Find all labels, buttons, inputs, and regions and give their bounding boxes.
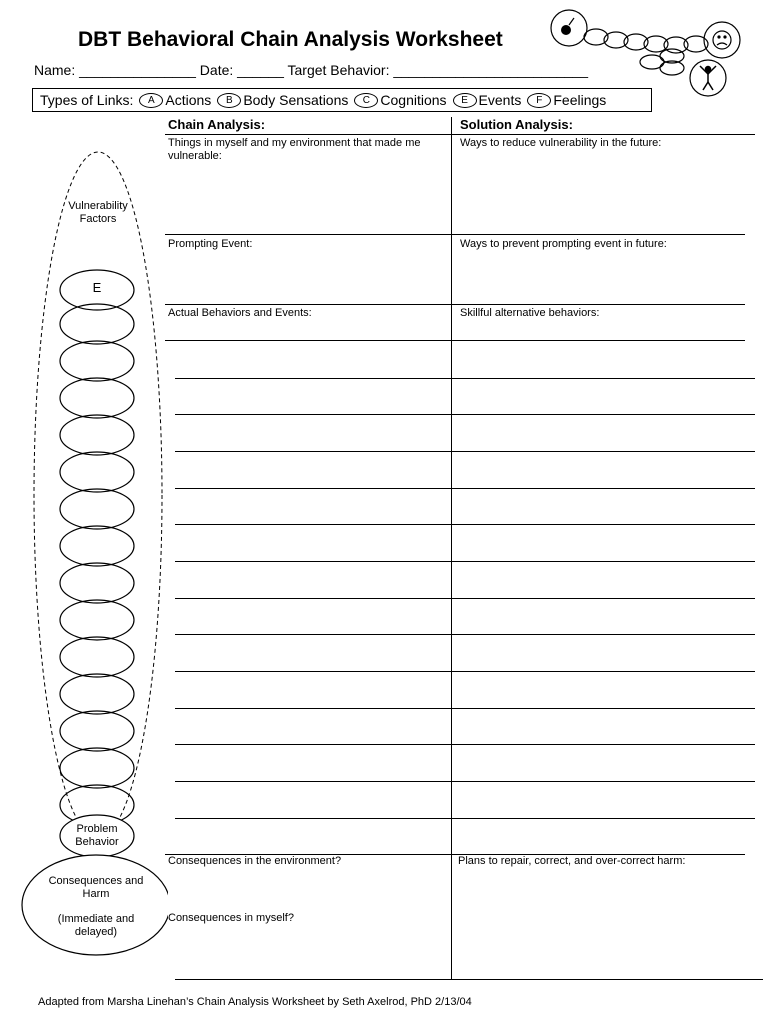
worksheet-title: DBT Behavioral Chain Analysis Worksheet — [78, 28, 503, 51]
link-types-label: Types of Links: — [40, 92, 134, 108]
chain-link — [60, 526, 134, 566]
link-type-events: E Events — [453, 92, 522, 108]
consequences-harm-label: Consequences and Harm — [48, 875, 144, 900]
column-divider — [451, 117, 452, 979]
prevent-prompting-label: Ways to prevent prompting event in future: — [460, 238, 667, 250]
writing-line — [175, 744, 755, 745]
link-type-feelings: F Feelings — [527, 92, 606, 108]
vulnerability-ellipse — [34, 152, 162, 838]
chain-link — [60, 378, 134, 418]
header-fields: Name: _______________ Date: ______ Target Behavior: _________________________ — [34, 62, 588, 78]
chain-link — [60, 563, 134, 603]
vulnerability-label: Things in myself and my environment that made me vulnerable: — [168, 137, 421, 162]
writing-line — [165, 234, 745, 235]
writing-line — [175, 561, 755, 562]
writing-line — [175, 598, 755, 599]
writing-line — [175, 414, 755, 415]
footer-credit: Adapted from Marsha Linehan’s Chain Analysis Worksheet by Seth Axelrod, PhD 2/13/04 — [38, 996, 472, 1008]
writing-line — [175, 708, 755, 709]
chain-link — [60, 600, 134, 640]
writing-line — [175, 451, 755, 452]
consequences-ellipse — [22, 855, 168, 955]
actual-behaviors-label: Actual Behaviors and Events: — [168, 307, 312, 319]
chain-link — [60, 711, 134, 751]
header-rule — [165, 134, 755, 135]
writing-line — [175, 979, 763, 980]
chain-link — [60, 452, 134, 492]
reduce-vulnerability-label: Ways to reduce vulnerability in the future: — [460, 137, 662, 149]
problem-behavior-label: Problem Behavior — [75, 823, 119, 848]
writing-line — [175, 818, 755, 819]
vulnerability-factors-label: Vulnerability Factors — [68, 200, 128, 225]
writing-line — [175, 378, 755, 379]
consequences-self-label: Consequences in myself? — [168, 912, 294, 924]
chain-link — [60, 415, 134, 455]
writing-line — [175, 671, 755, 672]
writing-line — [175, 781, 755, 782]
chain-link — [60, 637, 134, 677]
writing-line — [175, 488, 755, 489]
skillful-behaviors-label: Skillful alternative behaviors: — [460, 307, 600, 319]
writing-line — [175, 524, 755, 525]
chain-analysis-heading: Chain Analysis: — [168, 117, 266, 132]
solution-analysis-heading: Solution Analysis: — [460, 117, 573, 132]
repair-plans-label: Plans to repair, correct, and over-correct harm: — [458, 855, 686, 867]
immediate-delayed-label: (Immediate and delayed) — [57, 913, 135, 938]
person-icon — [700, 66, 716, 90]
consequences-environment-label: Consequences in the environment? — [168, 855, 342, 867]
link-type-actions: A Actions — [139, 92, 211, 108]
prompting-event-label: Prompting Event: — [168, 238, 253, 250]
writing-line — [165, 340, 745, 341]
writing-line — [165, 304, 745, 305]
bomb-icon — [561, 18, 574, 35]
chain-link — [60, 341, 134, 381]
chain-link — [60, 748, 134, 788]
chain-link — [60, 489, 134, 529]
link-type-body-sensations: B Body Sensations — [217, 92, 348, 108]
link-type-cognitions: C Cognitions — [354, 92, 446, 108]
first-link-letter: E — [92, 280, 102, 295]
sad-face-icon — [713, 31, 731, 49]
chain-link — [60, 674, 134, 714]
writing-line — [175, 634, 755, 635]
